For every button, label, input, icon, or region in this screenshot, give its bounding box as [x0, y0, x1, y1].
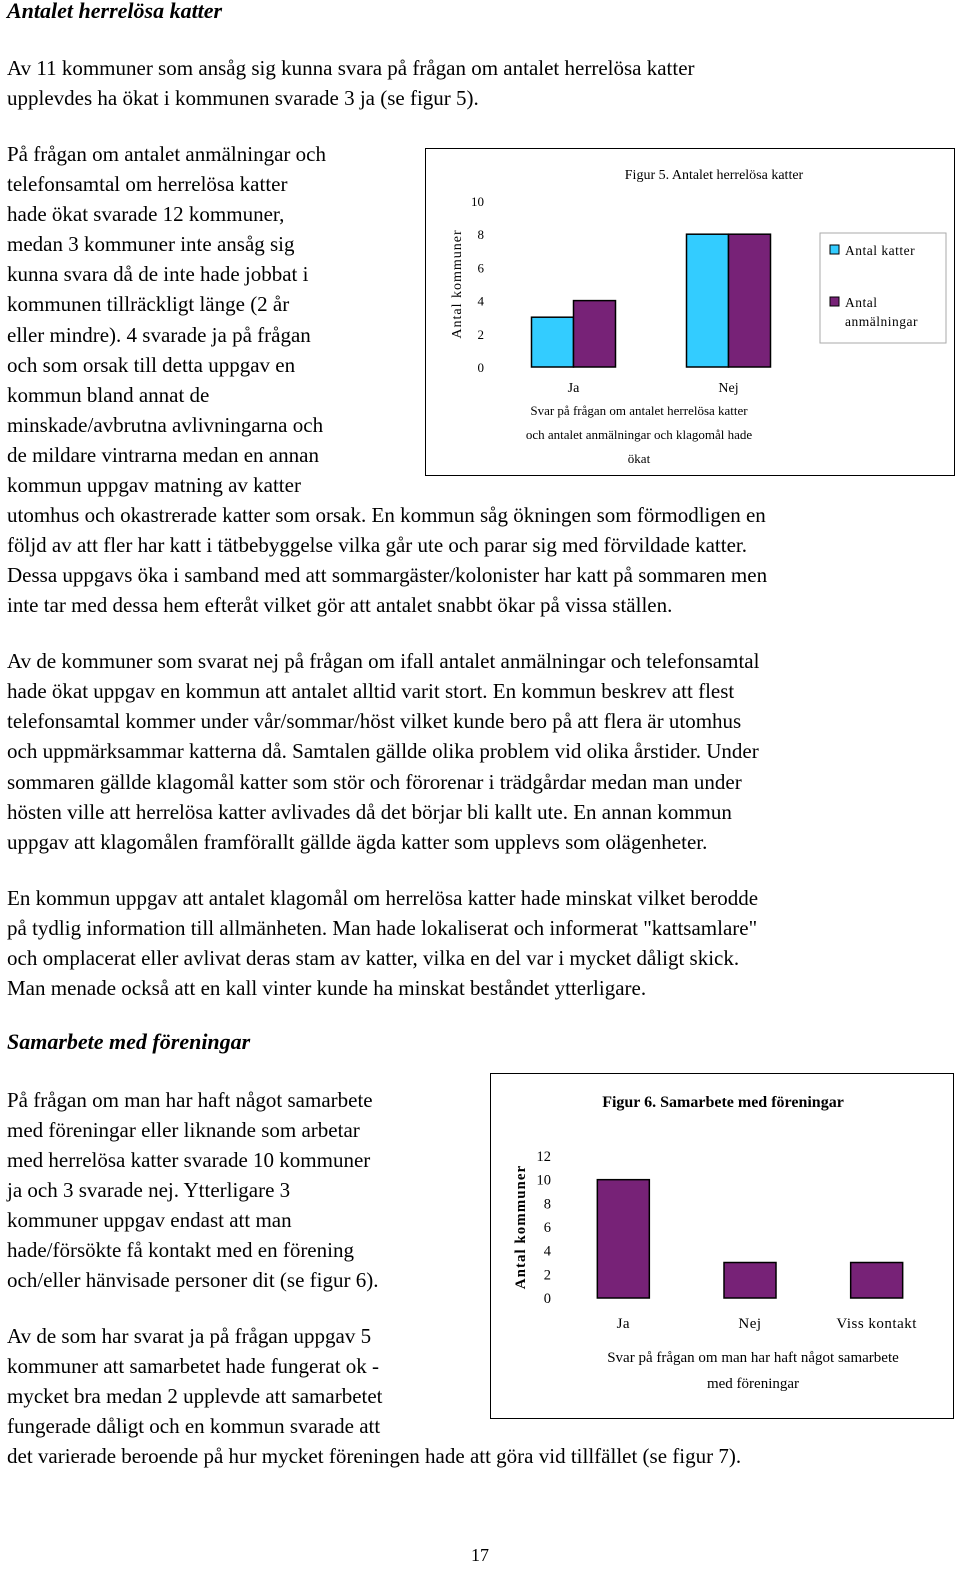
paragraph-line: upplevdes ha ökat i kommunen svarade 3 ja (se figur 5). [7, 86, 479, 110]
paragraph-line: På frågan om antalet anmälningar och [7, 142, 326, 166]
y-tick-label: 2 [543, 1267, 551, 1284]
figure-5-chart [425, 148, 955, 476]
page-number: 17 [471, 1545, 489, 1565]
paragraph-line: och/eller hänvisade personer dit (se figur 6). [7, 1268, 379, 1292]
figure-6-chart [490, 1073, 954, 1419]
paragraph-line: på tydlig information till allmänheten. Man hade lokaliserat och informerat "kattsamlare" [7, 916, 758, 940]
bar-antal-anmälningar [729, 234, 771, 367]
bar-antal-kommuner [851, 1263, 903, 1299]
y-tick-label: 0 [543, 1291, 551, 1307]
paragraph-line: Av de som har svarat ja på frågan uppgav 5 [7, 1324, 372, 1348]
x-tick-label: Nej [718, 381, 739, 396]
paragraph-line: inte tar med dessa hem efteråt vilket gör att antalet snabbt ökar på vissa ställen. [7, 593, 673, 617]
section-heading-antalet-herrelosa-katter: Antalet herrelösa katter [7, 0, 223, 23]
paragraph-line: och uppmärksammar katterna då. Samtalen gällde olika problem vid olika årstider. Under [7, 739, 759, 763]
paragraph-line: och som orsak till detta uppgav en [7, 353, 296, 377]
figure-6-svg [491, 1074, 953, 1418]
paragraph-line: kommun bland annat de [7, 383, 210, 407]
paragraph-line: med föreningar eller liknande som arbetar [7, 1118, 360, 1142]
legend-swatch [830, 297, 839, 306]
paragraph-line: minskade/avbrutna avlivningarna och [7, 413, 324, 437]
paragraph-line: kunna svara då de inte hade jobbat i [7, 262, 309, 286]
x-axis-label: med föreningar [706, 1376, 800, 1392]
legend-label: Antal katter [845, 243, 916, 258]
y-tick-label: 10 [536, 1172, 551, 1189]
bar-antal-kommuner [597, 1180, 649, 1298]
y-tick-label: 4 [543, 1243, 551, 1260]
bar-antal-katter [687, 234, 729, 367]
paragraph-line: Av de kommuner som svarat nej på frågan om ifall antalet anmälningar och telefonsamtal [7, 649, 760, 673]
paragraph-line: och omplacerat eller avlivat deras stam av katter, vilka en del var i mycket dåligt skick. [7, 946, 740, 970]
y-tick-label: 8 [477, 227, 484, 243]
y-tick-label: 8 [543, 1196, 551, 1213]
y-tick-label: 2 [477, 326, 484, 342]
x-axis-label: ökat [627, 451, 651, 466]
y-tick-label: 6 [543, 1220, 551, 1236]
section-heading-samarbete-med-foreningar: Samarbete med föreningar [7, 1029, 251, 1054]
legend-label: Antal [845, 295, 878, 310]
paragraph-line: med herrelösa katter svarade 10 kommuner [7, 1148, 371, 1172]
paragraph-line: medan 3 kommuner inte ansåg sig [7, 232, 295, 256]
paragraph-line: På frågan om man har haft något samarbete [7, 1088, 373, 1112]
paragraph-line: kommuner uppgav endast att man [7, 1208, 292, 1232]
y-tick-label: 6 [477, 260, 484, 276]
paragraph-line: mycket bra medan 2 upplevde att samarbetet [7, 1384, 383, 1408]
paragraph-line: fungerade dåligt och en kommun svarade att [7, 1414, 381, 1438]
paragraph-line: telefonsamtal kommer under vår/sommar/höst vilket kunde bero på att flera är utomhus [7, 709, 742, 733]
paragraph-line: sommaren gällde klagomål katter som stör och förorenar i trädgårdar medan man under [7, 770, 742, 794]
y-tick-label: 10 [471, 194, 484, 209]
paragraph-line: telefonsamtal om herrelösa katter [7, 172, 288, 196]
paragraph-line: de mildare vintrarna medan en annan [7, 443, 319, 467]
bar-antal-anmälningar [574, 301, 616, 367]
paragraph-line: hade ökat uppgav en kommun att antalet alltid varit stort. En kommun beskrev att flest [7, 679, 735, 703]
paragraph-line: hade ökat svarade 12 kommuner, [7, 202, 285, 226]
y-tick-label: 12 [536, 1149, 551, 1165]
x-axis-label: och antalet anmälningar och klagomål hade [525, 427, 753, 442]
y-tick-label: 4 [477, 293, 484, 309]
paragraph-line: uppgav att klagomålen framförallt gällde ägda katter som upplevs som olägenheter. [7, 830, 708, 854]
x-axis-label: Svar på frågan om antalet herrelösa katter [530, 403, 748, 418]
paragraph-line: En kommun uppgav att antalet klagomål om herrelösa katter hade minskat vilket berodde [7, 886, 759, 910]
x-tick-label: Viss kontakt [836, 1316, 917, 1332]
paragraph-line: det varierade beroende på hur mycket föreningen hade att göra vid tillfället (se figur 7). [7, 1444, 742, 1468]
x-axis-label: Svar på frågan om man har haft något samarbete [607, 1350, 899, 1366]
paragraph-line: hade/försökte få kontakt med en förening [7, 1238, 354, 1262]
paragraph-line: Dessa uppgavs öka i samband med att sommargäster/kolonister har katt på sommaren men [7, 563, 768, 587]
bar-antal-kommuner [724, 1263, 776, 1299]
paragraph-line: Man menade också att en kall vinter kunde ha minskat beståndet ytterligare. [7, 976, 647, 1000]
x-tick-label: Ja [567, 381, 580, 396]
paragraph-line: utomhus och okastrerade katter som orsak. En kommun såg ökningen som förmodligen en [7, 503, 766, 527]
paragraph-line: följd av att fler har katt i tätbebyggelse vilka går ute och parar sig med förvildade katter. [7, 533, 747, 557]
x-tick-label: Ja [616, 1316, 631, 1332]
legend-swatch [830, 245, 839, 254]
figure-5-svg [426, 149, 954, 475]
paragraph-line: eller mindre). 4 svarade ja på frågan [7, 323, 311, 347]
legend-label: anmälningar [845, 314, 918, 329]
y-axis-label: Antal kommuner [513, 1164, 529, 1290]
x-tick-label: Nej [738, 1316, 762, 1332]
paragraph-line: hösten ville att herrelösa katter avlivades då det börjar bli kallt ute. En annan kommun [7, 800, 732, 824]
chart-title: Figur 6. Samarbete med föreningar [602, 1094, 844, 1111]
paragraph-line: ja och 3 svarade nej. Ytterligare 3 [7, 1178, 291, 1202]
bar-antal-katter [532, 317, 574, 367]
y-axis-label: Antal kommuner [450, 229, 465, 339]
paragraph-line: Av 11 kommuner som ansåg sig kunna svara på frågan om antalet herrelösa katter [7, 56, 695, 80]
paragraph-line: kommunen tillräckligt länge (2 år [7, 292, 290, 316]
y-tick-label: 0 [477, 360, 484, 375]
paragraph-line: kommun uppgav matning av katter [7, 473, 301, 497]
chart-title: Figur 5. Antalet herrelösa katter [624, 168, 804, 183]
paragraph-line: kommuner att samarbetet hade fungerat ok - [7, 1354, 380, 1378]
